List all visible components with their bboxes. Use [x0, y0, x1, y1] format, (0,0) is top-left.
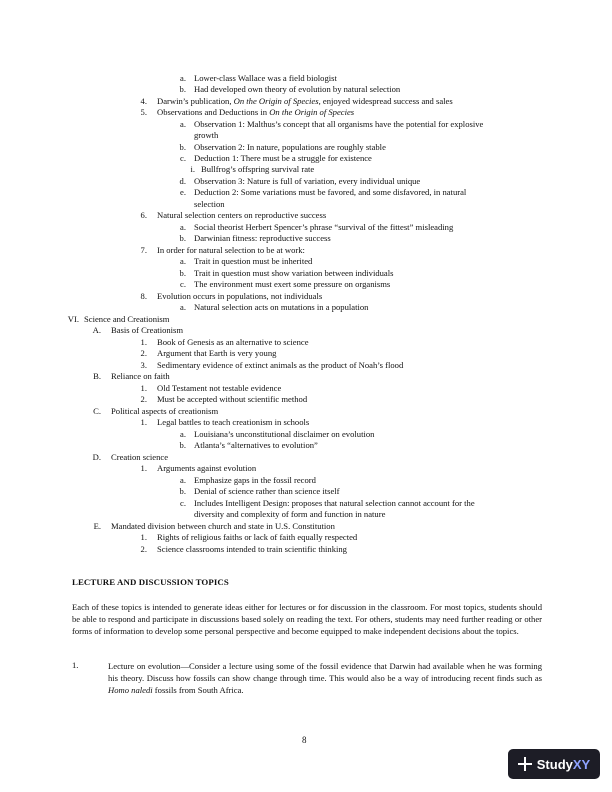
- outline-marker: b.: [179, 142, 186, 152]
- outline-text: Trait in question must show variation between individuals: [194, 268, 394, 278]
- outline-text: Includes Intelligent Design: proposes that natural selection cannot account for the: [194, 498, 475, 508]
- outline-marker: 1.: [140, 463, 147, 473]
- outline-marker: D.: [92, 452, 101, 462]
- outline-text: Darwin’s publication, On the Origin of Species, enjoyed widespread success and sales: [157, 96, 453, 106]
- outline-marker: a.: [180, 475, 186, 485]
- sparkle-icon: [518, 757, 532, 771]
- outline-marker: c.: [180, 153, 186, 163]
- outline-text: Science classrooms intended to train scientific thinking: [157, 544, 347, 554]
- outline-text: Argument that Earth is very young: [157, 348, 277, 358]
- page-number: 8: [302, 735, 307, 745]
- outline-text: Bullfrog’s offspring survival rate: [201, 164, 315, 174]
- outline-marker: a.: [180, 256, 186, 266]
- outline-marker: e.: [180, 187, 186, 197]
- outline-marker: 8.: [140, 291, 147, 301]
- badge-brand-accent: XY: [572, 756, 591, 772]
- outline-marker: 1.: [140, 417, 147, 427]
- outline-marker: B.: [93, 371, 101, 381]
- outline-text: In order for natural selection to be at work:: [157, 245, 305, 255]
- outline-marker: 1.: [140, 337, 147, 347]
- outline-text: Natural selection centers on reproductive success: [157, 210, 327, 220]
- outline-text: Evolution occurs in populations, not individuals: [157, 291, 323, 301]
- outline-text: Rights of religious faiths or lack of faith equally respected: [157, 532, 358, 542]
- outline-text: Legal battles to teach creationism in schools: [157, 417, 310, 427]
- outline-text: Natural selection acts on mutations in a population: [194, 302, 369, 312]
- outline-text: Sedimentary evidence of extinct animals as the product of Noah’s flood: [157, 360, 404, 370]
- outline-marker: A.: [92, 325, 101, 335]
- outline-marker: c.: [180, 279, 186, 289]
- outline-marker: 5.: [140, 107, 147, 117]
- outline-text: Observations and Deductions in On the Origin of Species: [157, 107, 355, 117]
- outline-text: Lower-class Wallace was a field biologist: [194, 73, 337, 83]
- outline-text: selection: [194, 199, 225, 209]
- outline-text: Louisiana’s unconstitutional disclaimer on evolution: [194, 429, 375, 439]
- outline-text: Old Testament not testable evidence: [157, 383, 282, 393]
- outline-marker: b.: [179, 233, 186, 243]
- outline-marker: 2.: [140, 394, 147, 404]
- outline-marker: E.: [93, 521, 101, 531]
- topic-number: 1.: [72, 660, 79, 670]
- outline-text: growth: [194, 130, 219, 140]
- outline-text: Deduction 1: There must be a struggle for existence: [194, 153, 372, 163]
- outline-text: Darwinian fitness: reproductive success: [194, 233, 331, 243]
- outline-marker: b.: [179, 440, 186, 450]
- outline-marker: a.: [180, 73, 186, 83]
- outline-marker: 3.: [140, 360, 147, 370]
- outline-text: Basis of Creationism: [111, 325, 184, 335]
- badge-brand: Study: [536, 756, 573, 772]
- outline-marker: 1.: [140, 383, 147, 393]
- outline-marker: c.: [180, 498, 186, 508]
- outline-text: Mandated division between church and state in U.S. Constitution: [111, 521, 335, 531]
- outline-text: Observation 2: In nature, populations are roughly stable: [194, 142, 386, 152]
- outline-marker: a.: [180, 302, 186, 312]
- outline-marker: 1.: [140, 532, 147, 542]
- outline-marker: d.: [179, 176, 186, 186]
- outline-text: Creation science: [111, 452, 169, 462]
- outline-marker: 2.: [140, 348, 147, 358]
- section-heading: LECTURE AND DISCUSSION TOPICS: [72, 577, 229, 587]
- outline-marker: a.: [180, 429, 186, 439]
- outline-text: diversity and complexity of form and function in nature: [194, 509, 386, 519]
- topic-text: Lecture on evolution—Consider a lecture using some of the fossil evidence that Darwin had available when he was forming his theory. Discuss how fossils can show change through time. This would also be a way of introducing recent finds such as Homo naledi fossils from South Africa.: [108, 661, 542, 695]
- outline-text: Must be accepted without scientific method: [157, 394, 308, 404]
- outline-marker: VI.: [67, 314, 79, 324]
- outline-marker: b.: [179, 84, 186, 94]
- outline-text: Denial of science rather than science itself: [194, 486, 340, 496]
- outline-marker: 4.: [140, 96, 147, 106]
- outline-text: Atlanta’s “alternatives to evolution”: [194, 440, 318, 450]
- studyxy-badge: [508, 749, 600, 779]
- outline-text: Had developed own theory of evolution by natural selection: [194, 84, 401, 94]
- outline-marker: i.: [190, 164, 195, 174]
- outline-text: Science and Creationism: [84, 314, 170, 324]
- outline-text: Deduction 2: Some variations must be favored, and some disfavored, in natural: [194, 187, 467, 197]
- outline-marker: b.: [179, 268, 186, 278]
- outline-text: Reliance on faith: [111, 371, 170, 381]
- outline-marker: C.: [93, 406, 101, 416]
- outline-text: The environment must exert some pressure on organisms: [194, 279, 391, 289]
- outline-text: Emphasize gaps in the fossil record: [194, 475, 316, 485]
- outline-marker: a.: [180, 119, 186, 129]
- outline-text: Trait in question must be inherited: [194, 256, 313, 266]
- outline-text: Political aspects of creationism: [111, 406, 219, 416]
- outline-marker: 7.: [140, 245, 147, 255]
- outline-text: Observation 3: Nature is full of variation, every individual unique: [194, 176, 421, 186]
- outline-marker: 6.: [140, 210, 147, 220]
- outline-text: Arguments against evolution: [157, 463, 257, 473]
- outline-text: Social theorist Herbert Spencer’s phrase “survival of the fittest” misleading: [194, 222, 454, 232]
- outline-marker: 2.: [140, 544, 147, 554]
- outline-marker: b.: [179, 486, 186, 496]
- outline-marker: a.: [180, 222, 186, 232]
- outline-text: Observation 1: Malthus’s concept that all organisms have the potential for explosive: [194, 119, 484, 129]
- outline-text: Book of Genesis as an alternative to science: [157, 337, 309, 347]
- intro-paragraph: Each of these topics is intended to generate ideas either for lectures or for discussion in the classroom. For most topics, students should be able to respond and participate in discussions based solely on reading the text. For others, students may need further reading or other forms of information to develop some personal perspective and become equipped to make independent decisions about the topics.: [72, 602, 542, 636]
